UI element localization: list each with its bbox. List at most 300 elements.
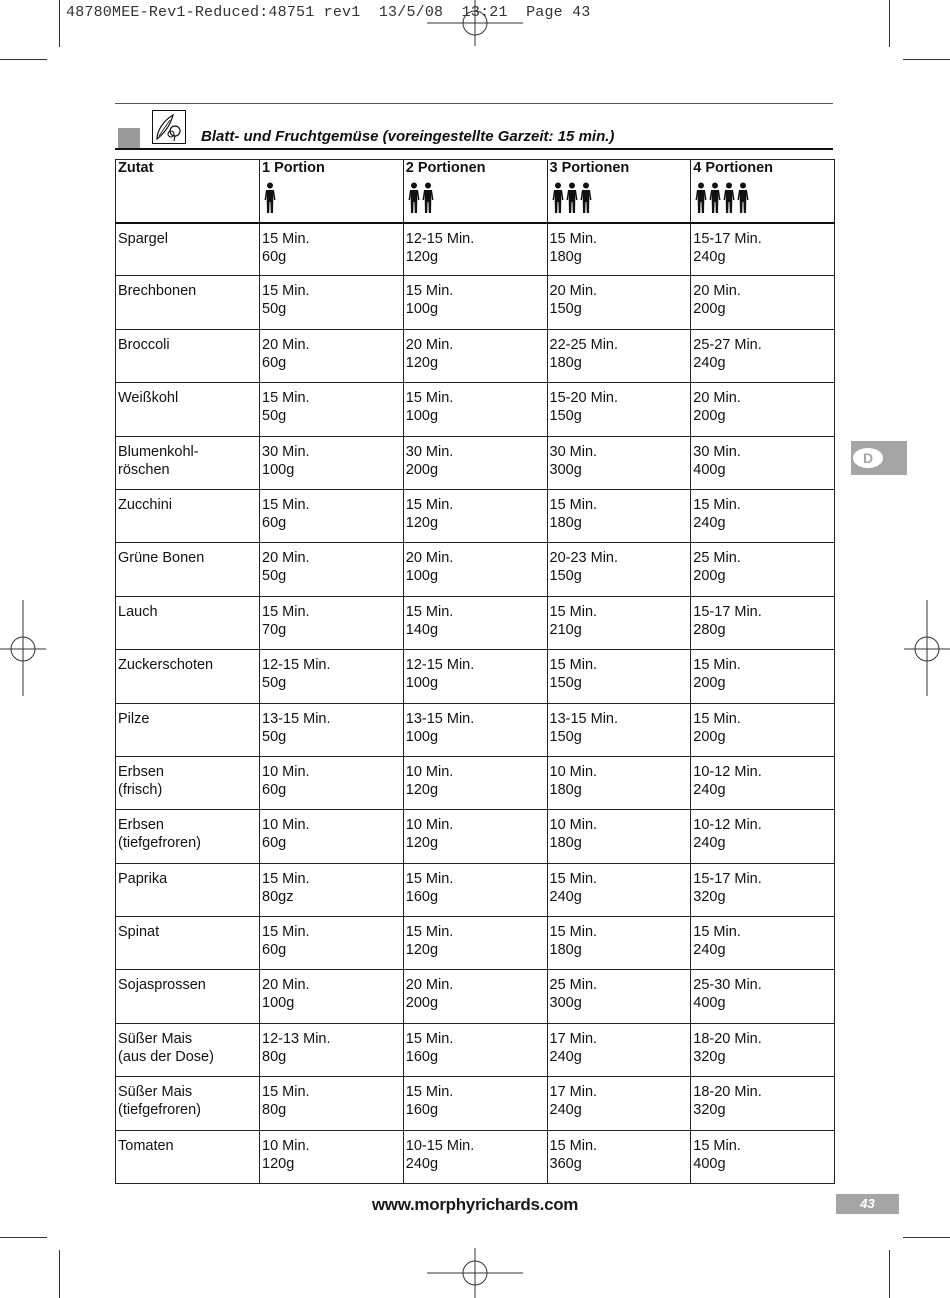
column-header-portions-1 <box>260 160 404 223</box>
cooking-time: 15 Min. <box>405 496 454 513</box>
cooking-time: 15 Min. <box>549 657 598 674</box>
table-row <box>116 863 835 916</box>
weight: 180g <box>549 781 582 798</box>
cooking-time: 15-17 Min. <box>693 603 762 620</box>
portion-cell <box>691 543 835 596</box>
weight: 160g <box>405 1048 439 1065</box>
person-icon <box>694 182 708 214</box>
weight: 300g <box>549 461 582 478</box>
cooking-time: 15 Min. <box>262 924 310 941</box>
cooking-time: 20 Min. <box>405 550 454 567</box>
cooking-time: 20 Min. <box>405 336 454 353</box>
weight: 100g <box>405 408 439 425</box>
cooking-time: 15 Min. <box>262 870 310 887</box>
weight: 120g <box>405 942 439 959</box>
portion-cell <box>260 703 404 756</box>
weight: 200g <box>693 568 726 585</box>
weight: 180g <box>549 354 582 371</box>
table-row <box>116 1077 835 1130</box>
cooking-time: 30 Min. <box>262 443 310 460</box>
portion-cell <box>403 543 547 596</box>
portion-cell <box>691 489 835 542</box>
cooking-time: 15 Min. <box>405 603 454 620</box>
weight: 180g <box>549 835 582 852</box>
weight: 240g <box>549 1048 582 1065</box>
cooking-time: 20 Min. <box>693 283 741 300</box>
portion-cell <box>547 970 691 1023</box>
cooking-time: 25 Min. <box>693 550 741 567</box>
cooking-time: 15 Min. <box>549 924 598 941</box>
portion-cell <box>691 703 835 756</box>
weight: 150g <box>549 301 582 318</box>
portion-cell <box>260 1130 404 1183</box>
weight: 400g <box>693 995 726 1012</box>
table-row <box>116 383 835 436</box>
ingredient-name: röschen <box>118 461 170 478</box>
ingredient-cell <box>116 756 260 809</box>
cooking-time: 15 Min. <box>405 1030 454 1047</box>
cooking-time: 10 Min. <box>405 817 454 834</box>
cooking-time: 15 Min. <box>549 603 598 620</box>
print-slug: 48780MEE-Rev1-Reduced:48751 rev1 13/5/08 13:21 Page 43 <box>66 4 591 21</box>
portion-cell <box>260 383 404 436</box>
weight: 200g <box>405 461 439 478</box>
ingredient-cell <box>116 917 260 970</box>
portion-cell <box>547 329 691 382</box>
portion-cell <box>691 863 835 916</box>
weight: 100g <box>405 728 439 745</box>
column-header-label: 4 Portionen <box>693 160 774 176</box>
portion-cell <box>260 489 404 542</box>
portion-people-icons <box>694 182 832 214</box>
weight: 150g <box>549 568 582 585</box>
weight: 50g <box>262 728 287 745</box>
weight: 120g <box>405 248 439 265</box>
person-icon <box>551 182 565 214</box>
portion-cell <box>691 650 835 703</box>
table-row <box>116 436 835 489</box>
weight: 180g <box>549 248 582 265</box>
portion-cell <box>403 810 547 863</box>
cooking-time: 15-20 Min. <box>549 390 619 407</box>
person-icon <box>421 182 435 214</box>
weight: 360g <box>549 1155 582 1172</box>
weight: 120g <box>262 1155 295 1172</box>
ingredient-cell <box>116 276 260 329</box>
weight: 100g <box>405 675 439 692</box>
cooking-time: 15 Min. <box>405 390 454 407</box>
portion-cell <box>260 329 404 382</box>
ingredient-cell <box>116 810 260 863</box>
ingredient-name: Sojasprossen <box>118 977 206 994</box>
ingredient-cell <box>116 863 260 916</box>
weight: 100g <box>262 461 295 478</box>
portion-cell <box>547 1077 691 1130</box>
weight: 240g <box>693 354 726 371</box>
portion-cell <box>691 810 835 863</box>
language-tab <box>851 441 907 475</box>
cooking-time: 13-15 Min. <box>262 710 331 727</box>
weight: 200g <box>693 675 726 692</box>
cooking-time: 15-17 Min. <box>693 870 762 887</box>
weight: 80gz <box>262 888 294 905</box>
person-icon <box>263 182 277 214</box>
portion-cell <box>403 383 547 436</box>
weight: 120g <box>405 835 439 852</box>
cooking-time: 25-27 Min. <box>693 336 762 353</box>
portion-cell <box>691 436 835 489</box>
table-row <box>116 276 835 329</box>
weight: 50g <box>262 568 287 585</box>
weight: 200g <box>693 408 726 425</box>
weight: 70g <box>262 621 287 638</box>
cooking-time: 15 Min. <box>262 1084 310 1101</box>
ingredient-cell <box>116 543 260 596</box>
ingredient-name: Erbsen <box>118 763 164 780</box>
portion-cell <box>691 1077 835 1130</box>
weight: 320g <box>693 1102 726 1119</box>
ingredient-cell <box>116 1130 260 1183</box>
portion-cell <box>547 1130 691 1183</box>
registration-mark <box>0 600 48 698</box>
table-row <box>116 596 835 649</box>
crop-mark <box>0 1237 47 1238</box>
table-row <box>116 329 835 382</box>
portion-cell <box>403 650 547 703</box>
weight: 60g <box>262 942 287 959</box>
ingredient-name: Grüne Bonen <box>118 550 205 567</box>
portion-cell <box>403 1023 547 1076</box>
portion-cell <box>691 756 835 809</box>
cooking-time: 15 Min. <box>549 1137 598 1154</box>
table-row <box>116 756 835 809</box>
portion-cell <box>403 863 547 916</box>
cooking-time: 20 Min. <box>405 977 454 994</box>
cooking-time: 30 Min. <box>549 443 598 460</box>
person-icon <box>579 182 593 214</box>
ingredient-name: Pilze <box>118 710 150 727</box>
cooking-time: 20-23 Min. <box>549 550 619 567</box>
weight: 180g <box>549 942 582 959</box>
person-icon <box>565 182 579 214</box>
cooking-time: 15 Min. <box>405 924 454 941</box>
cooking-time: 12-15 Min. <box>405 230 475 247</box>
ingredient-name: Broccoli <box>118 336 170 353</box>
ingredient-cell <box>116 329 260 382</box>
weight: 100g <box>405 301 439 318</box>
portion-cell <box>403 970 547 1023</box>
portion-cell <box>691 970 835 1023</box>
column-header-label: 3 Portionen <box>549 160 630 176</box>
portion-cell <box>260 863 404 916</box>
portion-cell <box>260 756 404 809</box>
person-icon <box>407 182 421 214</box>
table-row <box>116 650 835 703</box>
cooking-time: 30 Min. <box>693 443 741 460</box>
table-row <box>116 223 835 276</box>
cooking-time: 15 Min. <box>693 710 741 727</box>
portion-cell <box>547 436 691 489</box>
portion-cell <box>260 436 404 489</box>
cooking-time: 10 Min. <box>262 763 310 780</box>
ingredient-cell <box>116 703 260 756</box>
portion-cell <box>260 1023 404 1076</box>
cooking-time: 22-25 Min. <box>549 336 619 353</box>
table-body <box>116 223 835 1184</box>
cooking-time: 10 Min. <box>262 1137 310 1154</box>
portion-cell <box>403 596 547 649</box>
portion-cell <box>691 329 835 382</box>
portion-cell <box>691 1023 835 1076</box>
cooking-time: 15 Min. <box>405 870 454 887</box>
portion-cell <box>547 650 691 703</box>
cooking-time: 15 Min. <box>693 1137 741 1154</box>
ingredient-name: (aus der Dose) <box>118 1048 214 1065</box>
portion-cell <box>547 383 691 436</box>
portion-cell <box>547 863 691 916</box>
portion-cell <box>260 650 404 703</box>
person-icon <box>722 182 736 214</box>
cooking-time: 12-13 Min. <box>262 1030 331 1047</box>
crop-mark <box>0 59 47 60</box>
portion-cell <box>403 917 547 970</box>
weight: 60g <box>262 514 287 531</box>
ingredient-name: (tiefgefroren) <box>118 1102 202 1119</box>
cooking-time: 17 Min. <box>549 1030 598 1047</box>
cooking-time: 15 Min. <box>693 657 741 674</box>
crop-mark <box>903 1237 950 1238</box>
cooking-time: 18-20 Min. <box>693 1084 762 1101</box>
footer-url: www.morphyrichards.com <box>371 1195 579 1214</box>
ingredient-cell <box>116 1023 260 1076</box>
portion-people-icons <box>407 182 545 214</box>
ingredient-cell <box>116 1077 260 1130</box>
ingredient-name: Tomaten <box>118 1137 174 1154</box>
cooking-time: 18-20 Min. <box>693 1030 762 1047</box>
cooking-time: 15 Min. <box>549 870 598 887</box>
weight: 120g <box>405 514 439 531</box>
title-rule <box>115 148 833 150</box>
ingredient-cell <box>116 436 260 489</box>
table-row <box>116 1130 835 1183</box>
weight: 60g <box>262 835 287 852</box>
section-marker <box>118 128 140 148</box>
ingredient-name: Süßer Mais <box>118 1084 193 1101</box>
portion-cell <box>547 489 691 542</box>
weight: 50g <box>262 408 287 425</box>
cooking-time: 20 Min. <box>262 977 310 994</box>
cooking-time: 20 Min. <box>262 336 310 353</box>
cooking-time: 10-12 Min. <box>693 763 762 780</box>
cooking-time: 13-15 Min. <box>549 710 619 727</box>
ingredient-cell <box>116 383 260 436</box>
weight: 140g <box>405 621 439 638</box>
cooking-time: 15 Min. <box>693 496 741 513</box>
portion-cell <box>260 223 404 276</box>
portion-cell <box>403 436 547 489</box>
cooking-time: 15 Min. <box>549 230 598 247</box>
portion-people-icons <box>263 182 401 214</box>
portion-cell <box>547 596 691 649</box>
portion-cell <box>547 917 691 970</box>
registration-mark <box>425 0 525 48</box>
cooking-time: 10 Min. <box>549 817 598 834</box>
weight: 150g <box>549 408 582 425</box>
cooking-time: 25-30 Min. <box>693 977 762 994</box>
ingredient-name: Erbsen <box>118 817 164 834</box>
column-header-ingredient <box>116 160 260 223</box>
cooking-time: 15-17 Min. <box>693 230 762 247</box>
weight: 160g <box>405 1102 439 1119</box>
ingredient-cell <box>116 970 260 1023</box>
cooking-time: 30 Min. <box>405 443 454 460</box>
vegetable-icon <box>152 110 186 144</box>
weight: 400g <box>693 1155 726 1172</box>
cooking-time: 15 Min. <box>549 496 598 513</box>
table-row <box>116 703 835 756</box>
weight: 210g <box>549 621 582 638</box>
weight: 50g <box>262 675 287 692</box>
ingredient-name: (frisch) <box>118 781 163 798</box>
crop-mark <box>889 0 890 47</box>
weight: 240g <box>693 781 726 798</box>
table-row <box>116 1023 835 1076</box>
weight: 240g <box>693 835 726 852</box>
portion-cell <box>403 703 547 756</box>
cooking-time: 10 Min. <box>405 763 454 780</box>
top-rule <box>115 103 833 104</box>
ingredient-name: Zuckerschoten <box>118 657 214 674</box>
weight: 80g <box>262 1102 287 1119</box>
crop-mark <box>889 1250 890 1298</box>
language-tab-label: D <box>853 448 883 468</box>
ingredient-name: Spinat <box>118 924 160 941</box>
cooking-time: 12-15 Min. <box>405 657 475 674</box>
weight: 50g <box>262 301 287 318</box>
ingredient-name: Blumenkohl- <box>118 443 199 460</box>
portion-cell <box>260 1077 404 1130</box>
column-header-label: 2 Portionen <box>405 160 486 176</box>
portion-cell <box>547 756 691 809</box>
column-header-label: 1 Portion <box>262 160 325 176</box>
crop-mark <box>903 59 950 60</box>
portion-cell <box>691 383 835 436</box>
table-row <box>116 970 835 1023</box>
cooking-time: 15 Min. <box>405 283 454 300</box>
portion-cell <box>691 1130 835 1183</box>
ingredient-cell <box>116 489 260 542</box>
portion-cell <box>403 276 547 329</box>
cooking-time: 10 Min. <box>549 763 598 780</box>
portion-cell <box>403 1077 547 1130</box>
weight: 400g <box>693 461 726 478</box>
portion-cell <box>260 970 404 1023</box>
weight: 120g <box>405 781 439 798</box>
cooking-time: 10-12 Min. <box>693 817 762 834</box>
portion-cell <box>691 276 835 329</box>
cooking-time: 15 Min. <box>262 283 310 300</box>
cooking-time: 15 Min. <box>405 1084 454 1101</box>
portion-cell <box>547 1023 691 1076</box>
weight: 240g <box>693 248 726 265</box>
cooking-time: 20 Min. <box>549 283 598 300</box>
weight: 100g <box>405 568 439 585</box>
cooking-time: 12-15 Min. <box>262 657 331 674</box>
crop-mark <box>59 1250 60 1298</box>
weight: 200g <box>693 301 726 318</box>
weight: 280g <box>693 621 726 638</box>
table-row <box>116 810 835 863</box>
cooking-time: 25 Min. <box>549 977 598 994</box>
portion-cell <box>547 543 691 596</box>
crop-mark <box>59 0 60 47</box>
portion-cell <box>547 703 691 756</box>
portion-cell <box>403 489 547 542</box>
weight: 60g <box>262 781 287 798</box>
weight: 150g <box>549 728 582 745</box>
ingredient-name: Süßer Mais <box>118 1030 193 1047</box>
portion-cell <box>260 543 404 596</box>
table-row <box>116 917 835 970</box>
cooking-time: 10 Min. <box>262 817 310 834</box>
portion-cell <box>403 329 547 382</box>
weight: 320g <box>693 1048 726 1065</box>
weight: 180g <box>549 514 582 531</box>
weight: 120g <box>405 354 439 371</box>
portion-cell <box>403 756 547 809</box>
ingredient-name: Spargel <box>118 230 168 247</box>
column-header-portions-4 <box>691 160 835 223</box>
portion-cell <box>547 223 691 276</box>
column-header-portions-3 <box>547 160 691 223</box>
weight: 80g <box>262 1048 287 1065</box>
weight: 240g <box>693 942 726 959</box>
cooking-time: 17 Min. <box>549 1084 598 1101</box>
weight: 240g <box>549 888 582 905</box>
portion-cell <box>260 917 404 970</box>
ingredient-name: Paprika <box>118 870 168 887</box>
ingredient-name: Weißkohl <box>118 390 179 407</box>
person-icon <box>708 182 722 214</box>
registration-mark <box>425 1248 525 1298</box>
weight: 100g <box>262 995 295 1012</box>
page-number: 43 <box>836 1194 899 1214</box>
table-row <box>116 543 835 596</box>
column-header-portions-2 <box>403 160 547 223</box>
weight: 60g <box>262 354 287 371</box>
portion-cell <box>260 810 404 863</box>
portion-cell <box>403 1130 547 1183</box>
cooking-time: 13-15 Min. <box>405 710 475 727</box>
cooking-time: 20 Min. <box>262 550 310 567</box>
portion-cell <box>260 596 404 649</box>
ingredient-name: Zucchini <box>118 496 172 513</box>
portion-cell <box>691 917 835 970</box>
weight: 200g <box>693 728 726 745</box>
portion-cell <box>691 596 835 649</box>
portion-cell <box>547 810 691 863</box>
weight: 320g <box>693 888 726 905</box>
weight: 160g <box>405 888 439 905</box>
cooking-table <box>115 159 835 1184</box>
ingredient-cell <box>116 223 260 276</box>
portion-cell <box>691 223 835 276</box>
ingredient-cell <box>116 596 260 649</box>
ingredient-name: Brechbonen <box>118 283 197 300</box>
weight: 300g <box>549 995 582 1012</box>
registration-mark <box>902 600 950 698</box>
portion-cell <box>547 276 691 329</box>
